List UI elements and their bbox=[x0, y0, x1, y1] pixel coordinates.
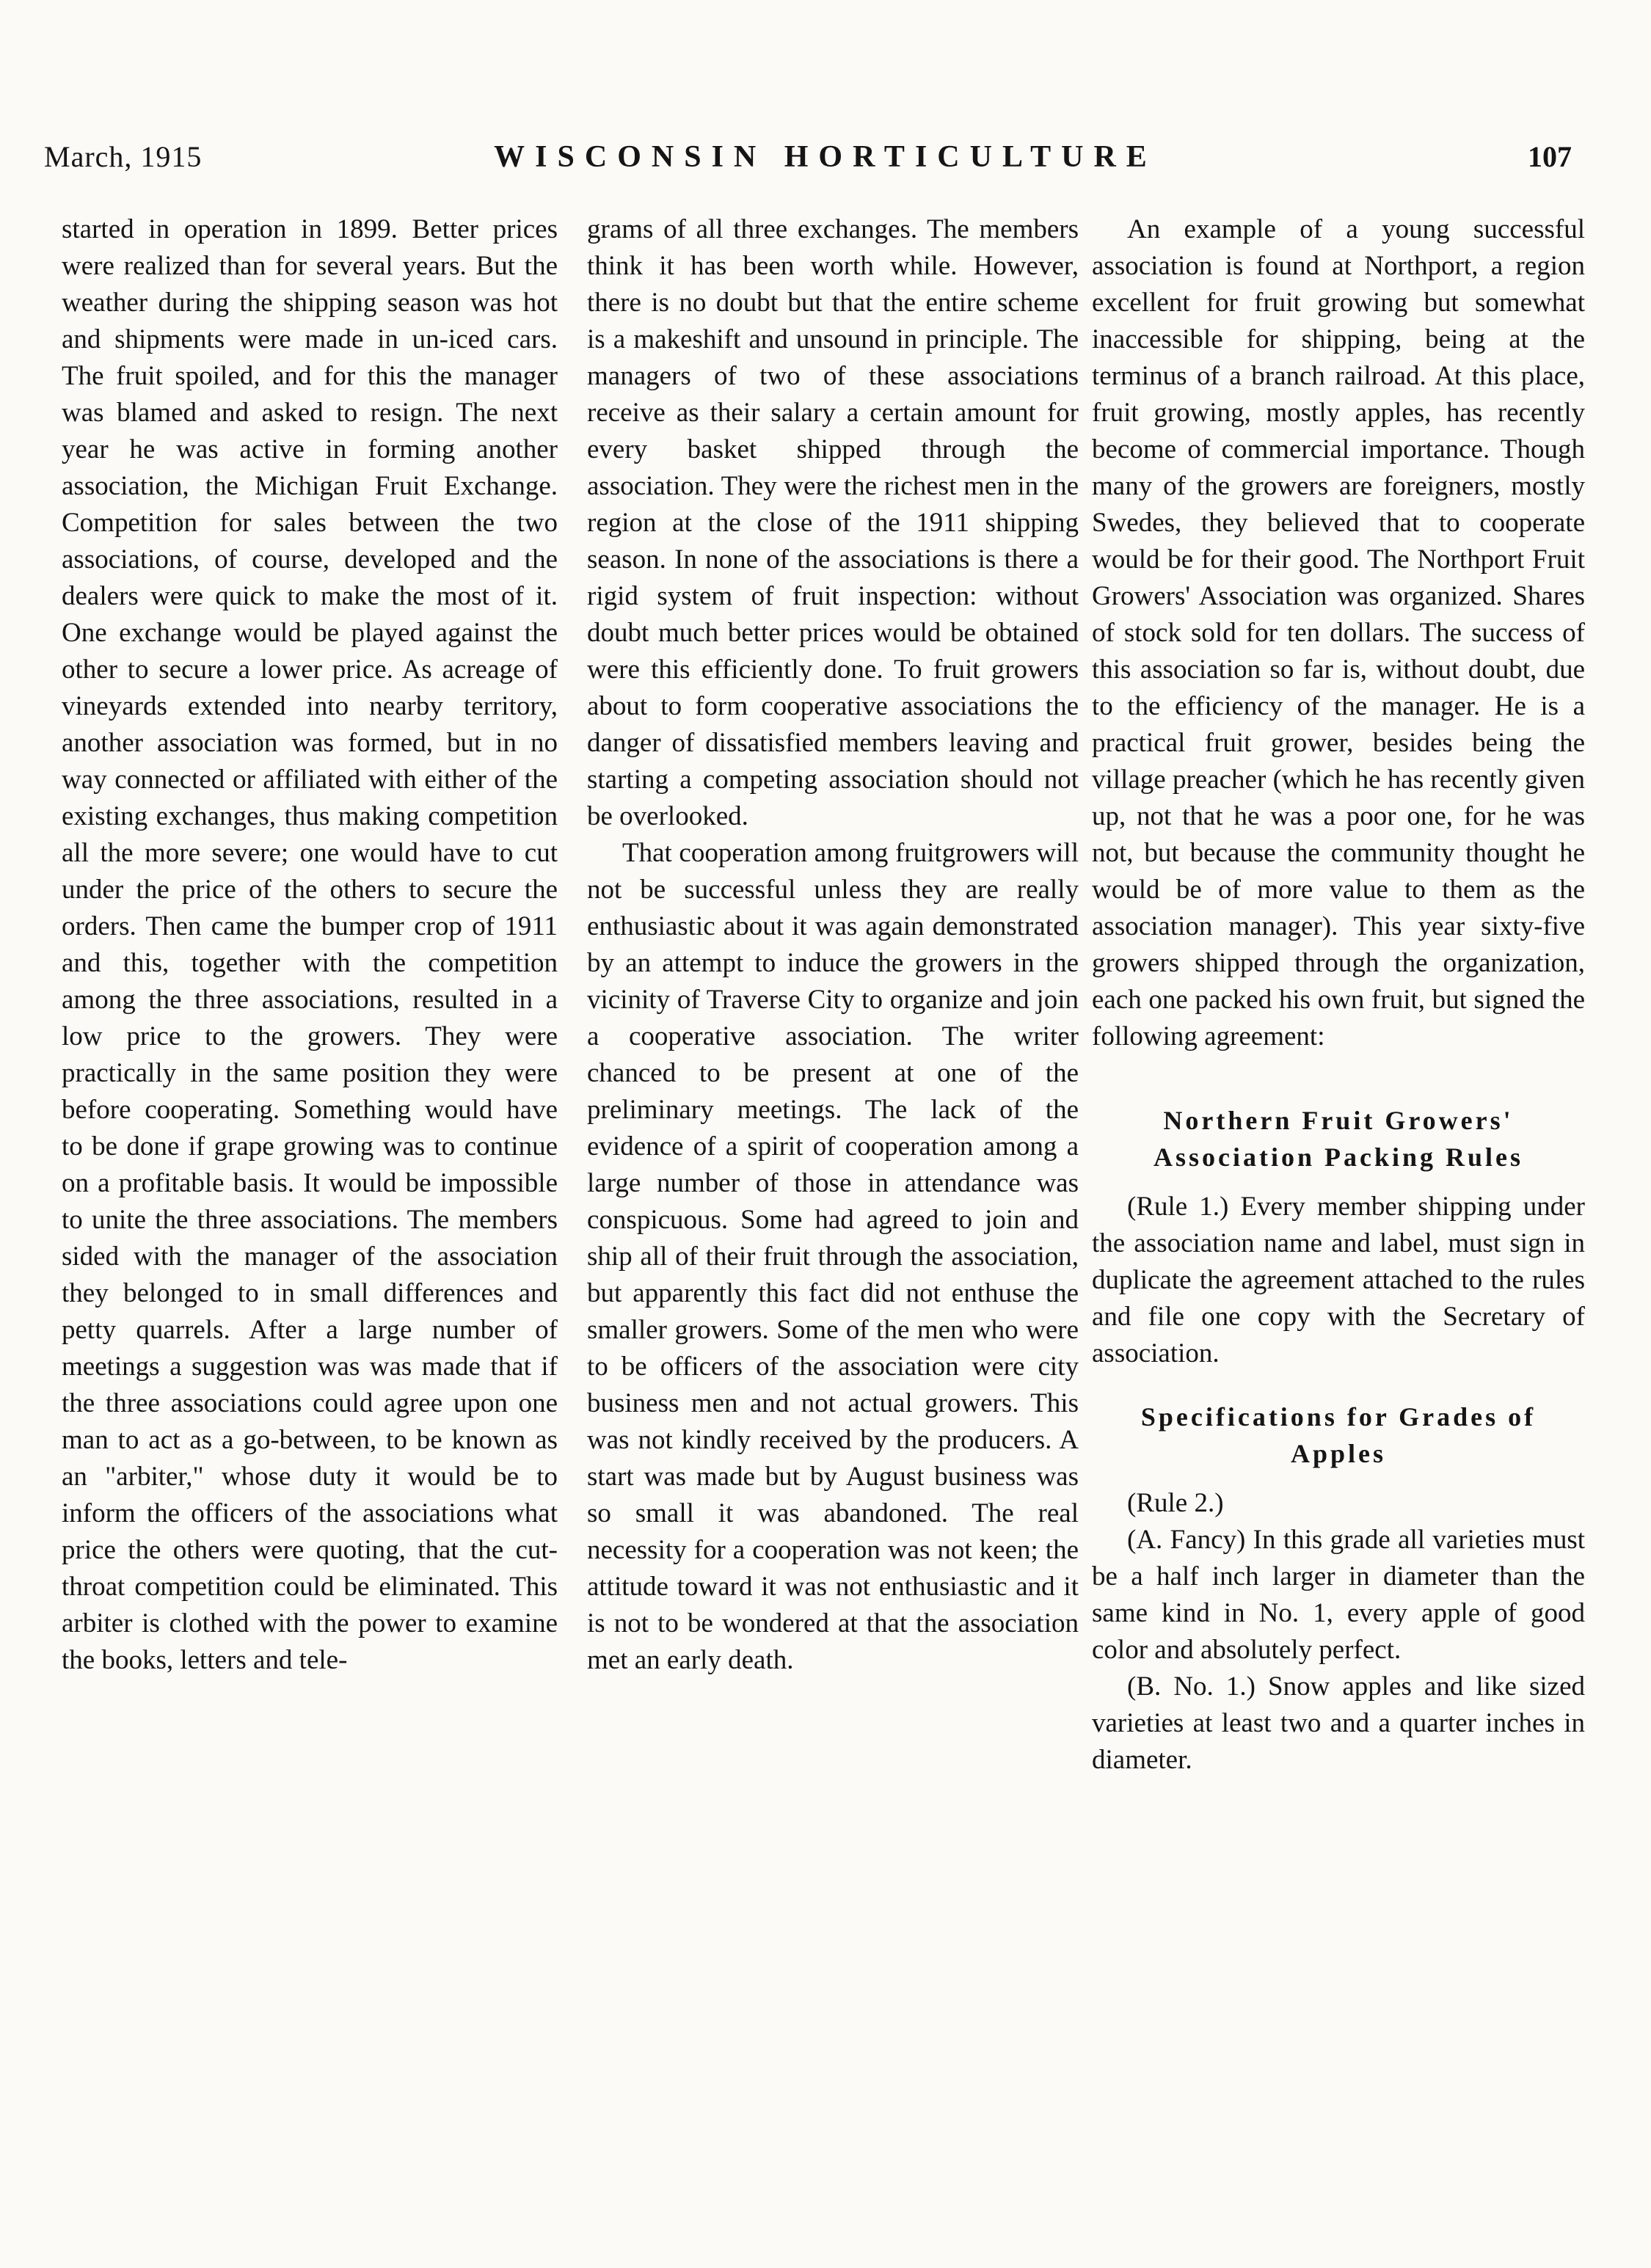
paragraph: grams of all three exchanges. The members think it has been worth while. However, there is no doubt but that the entire scheme is a makeshift and unsound in principle. The managers of two of these associations receive as their salary a certain amount for every basket shipped through the association. They were the richest men in the region at the close of the 1911 shipping season. In none of the associations is there a rigid system of fruit inspection: without doubt much better prices would be obtained were this efficiently done. To fruit growers about to form cooperative associations the danger of dissatisfied members leaving and starting a competing association should not be overlooked. bbox=[587, 214, 1079, 831]
section-heading-packing-rules: Northern Fruit Growers' Association Packing Rules bbox=[1153, 1106, 1524, 1172]
column-1 bbox=[62, 211, 558, 1679]
running-header bbox=[0, 139, 1651, 183]
paragraph: An example of a young successful association is found at Northport, a region excellent for fruit growing but somewhat inaccessible for shipping, being at the terminus of a branch railroad. At this place, fruit growing, mostly apples, has recently become of commercial importance. Though many of the growers are foreigners, mostly Swedes, they believed that to cooperate would be for their good. The Northport Fruit Growers' Association was organized. Shares of stock sold for ten dollars. The success of this association so far is, without doubt, due to the efficiency of the manager. He is a practical fruit grower, besides being the village preacher (which he has recently given up, not that he was a poor one, for he was not, but because the community thought he would be of more value to them as the association manager). This year sixty-five growers shipped through the organization, each one packed his own fruit, but signed the following agreement: bbox=[1092, 214, 1585, 1051]
grade-a-fancy: (A. Fancy) In this grade all varieties must be a half inch larger in diameter than the same kind in No. 1, every apple of good color and absolutely perfect. bbox=[1092, 1525, 1585, 1665]
rule-2: (Rule 2.) bbox=[1127, 1488, 1224, 1518]
grade-b-no1: (B. No. 1.) Snow apples and like sized varieties at least two and a quarter inches in diameter. bbox=[1092, 1671, 1585, 1775]
rule-1: (Rule 1.) Every member shipping under the association name and label, must sign in duplicate the agreement attached to the rules and file one copy with the Secretary of association. bbox=[1092, 1192, 1585, 1368]
column-2 bbox=[587, 211, 1079, 1679]
journal-title: WISCONSIN HORTICULTURE bbox=[494, 140, 1157, 174]
section-heading-grade-specs: Specifications for Grades of Apples bbox=[1140, 1402, 1537, 1468]
paragraph: That cooperation among fruitgrowers will not be successful unless they are really enthusiastic about it was again demonstrated by an attempt to induce the growers in the vicinity of Traverse City to organize and join a cooperative association. The writer chanced to be present at one of the preliminary meetings. The lack of the evidence of a spirit of cooperation among a large number of those in attendance was conspicuous. Some had agreed to join and ship all of their fruit through the association, but apparently this fact did not enthuse the smaller growers. Some of the men who were to be officers of the association were city business men and not actual growers. This was not kindly received by the producers. A start was made but by August business was so small it was abandoned. The real necessity for a cooperation was not keen; the attitude toward it was not enthusiastic and it is not to be wondered at that the association met an early death. bbox=[587, 838, 1079, 1675]
page-number: 107 bbox=[1528, 140, 1572, 173]
paragraph: started in operation in 1899. Better prices were realized than for several years. But the weather during the shipping season was hot and shipments were made in un-iced cars. The fruit spoiled, and for this the manager was blamed and asked to resign. The next year he was active in forming another association, the Michigan Fruit Exchange. Competition for sales between the two associations, of course, developed and the dealers were quick to make the most of it. One exchange would be played against the other to secure a lower price. As acreage of vineyards extended into nearby territory, another association was formed, but in no way connected or affiliated with either of the existing exchanges, thus making competition all the more severe; one would have to cut under the price of the others to secure the orders. Then came the bumper crop of 1911 and this, together with the competition among the three associations, resulted in a low price to the growers. They were practically in the same position they were before cooperating. Something would have to be done if grape growing was to continue on a profitable basis. It would be impossible to unite the three associations. The members sided with the manager of the association they belonged to in small differences and petty quarrels. After a large number of meetings a suggestion was was made that if the three associations could agree upon one man to act as a go-between, to be known as an "arbiter," whose duty it would be to inform the officers of the associations what price the others were quoting, that the cut-throat competition could be eliminated. This arbiter is clothed with the power to examine the books, letters and tele- bbox=[62, 214, 558, 1675]
column-3 bbox=[1092, 211, 1585, 1779]
issue-date: March, 1915 bbox=[44, 140, 203, 173]
